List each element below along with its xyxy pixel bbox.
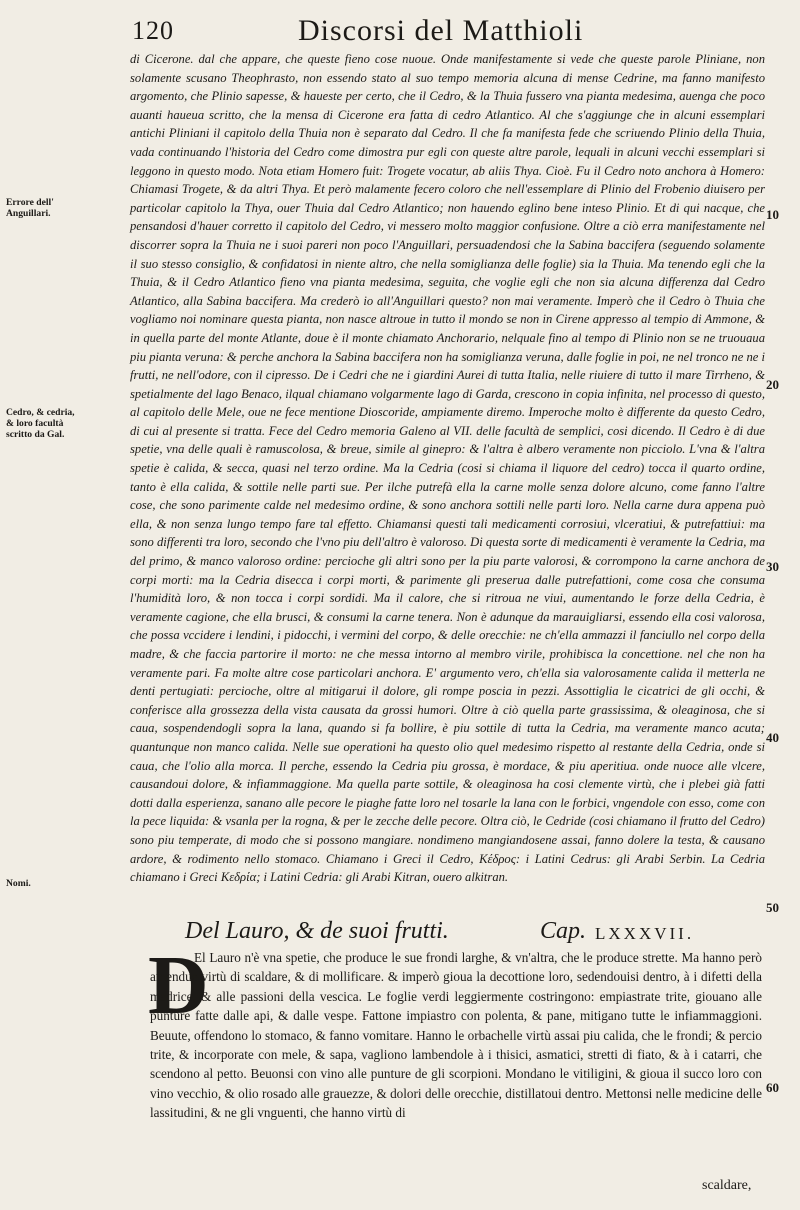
chapter-paragraph: El Lauro n'è vna spetie, che produce le sue frondi larghe, & vn'altra, che le produce strette. Ma hanno però amendue virtù di scaldare, & di mollificare. & imperò gioua la decottione loro, sedendouisi dentro, à i difetti della madrice, & alle passioni della vescica. Le foglie verdi leggiermente costringono: empiastrate trite, giouano alle punture fatte dalle api, & dalle vespe. Fattone impiastro con polenta, & pane, mitigano tutte le infiammaggioni. Beuute, offendono lo stomaco, & fanno vomitare. Hanno le orbachelle virtù assai piu calida, che le frondi; & percio trite, & incorporate con mele, & sapa, vagliono lambendole à i thisici, asmatici, stretti di fiato, & à i catarri, che scendono al petto. Beuonsi con vino alle punture de gli scorpioni. Mondano le vitiligini, & gioua il succo loro con vino vecchio, & olio rosado alle grauezze, & dolori delle orecchie, distillatoui dentro. Mettonsi nelle medicine delle lassitudini, & ne gli vnguenti, che hanno virtù di — [150, 950, 762, 1121]
line-number-40: 40 — [766, 730, 779, 745]
margin-note-nomi: Nomi. — [6, 878, 31, 889]
line-number-10: 10 — [766, 207, 779, 222]
commentary-paragraph: di Cicerone. dal che appare, che queste fieno cose nuoue. Onde manifestamente si vede che queste parole Pliniane, non solamente scusano Theophrasto, non essendo stato al suo tempo memoria alcuna di mense Cedrine, ma fanno manifesto argomento, che Plinio sapesse, & haueste per certo, che il Cedro, & la Thuia fussero vna pianta medesima, auenga che poco auanti haueua scritto, che la mensa di Cicerone era fatta di cedro Atlantico. Al che s'aggiunge che in alcuni essemplari antichi Pliniani il capitolo della Thuia non è separato dal Cedro. Il che fa manifesta fede che scriuendo Plinio della Thuia, vada continuando l'historia del Cedro come dimostra pur egli con queste altre parole, lequali in alcuni vecchi essemplari si leggono in questo modo. Nota etiam Homero fuit: Trogete vocatur, ab aliis Thya. Cioè. Fu il Cedro noto anchora à Homero: Chiamasi Trogete, & da altri Thya. Et però malamente fecero coloro che nell'essemplare di Plinio del Frobenio diuisero per particolar capitolo la Thya, ouer Thuia dal Cedro Atlantico; non hauendo eglino bene inteso Plinio. Et di qui nacque, che pensandosi d'hauer corretto il capitolo del Cedro, vi messero molto maggior confusione. Oltre a ciò erra manifestamente nel discorrer sopra la Thuia ne i suoi pareri non poco l'Anguillari, persuadendosi che la Sabina baccifera (seguendo solamente il suo stesso consiglio, & confidatosi in niente altro, che nella somiglianza delle foglie) sia la Thuia. Ma tenendo egli che la Thuia, & il Cedro Atlantico fieno vna pianta medesima, seguita, che voglie egli che non sia alcuna differenza dal Cedro Atlantico, alla Sabina baccifera. Ma crederò io all'Anguillari questo? non mai veramente. Imperò che il Cedro ò Thuia che vogliamo noi nominare questa pianta, non nasce altroue in tutto il mondo se non in Cirene appresso al tempio di Ammone, & in quella parte del monte Atlante, doue è il monte chiamato Anchorario, nelquale fino al tempo di Plinio non se ne truouaua piu pianta veruna: & perche anchora la Sabina baccifera non ha somiglianza veruna, dalle foglie in poi, ne nel tronco ne ne i frutti, ne nell'odore, con il cipresso. De i Cedri che ne i giardini Aurei di tutta Italia, nelle riuiere di tutto il mare Tirrheno, & spetialmente del lago Benaco, ilqual chiamano volgarmente lago di Garda, crescono in copia infinita, nel processo di questo, al capitolo delle Mele, oue ne fece mentione Dioscoride, ampiamente diremo. Imperoche molto è differente da questo Cedro, di cui al presente si tratta. Fece del Cedro memoria Galeno al VII. delle facultà de semplici, cosi dicendo. Il Cedro è di due spetie, vna delle quali è ramuscolosa, & breue, simile al ginepro: & l'altra è albero veramente non picciolo. L'vna & l'altra spetie è calida, & secca, quasi nel terzo ordine. Ma la Cedria (cosi si chiama il liquore del cedro) tocca il quarto ordine, tanto è ella calida, & sottile nelle parti sue. Per ilche putrefà ella la carne molle senza dolore alcuno, come fanno l'altre cose, che sono parimente calde nel medesimo ordine, & sono anchora sottili nelle parti loro. Nella carne dura appena può ella, & non senza lungo tempo fare tal effetto. Chiamansi questi tali medicamenti corrosiui, vlceratiui, & putrefattiui: ma sono differenti tra loro, secondo che l'vno piu dell'altro è valoroso. Di questa sorte di medicamenti è veramente la Cedria, ma del primo, & manco valoroso ordine: percioche gli altri sono per la piu parte valorosi, & corrompono la carne anchora de corpi morti: ma la Cedria disecca i corpi morti, & parimente gli preserua dalle putrefattioni, come cosa che consuma l'humidità loro, & non tocca i corpi sordidi. Ma il calore, che si ritroua ne viui, aumentando le forze della Cedria, è veramente cagione, che ella brusci, & consumi la carne tenera. Non è adunque da marauigliarsi, essendo ella cosi valorosa, che possa vccidere i lendini, i pidocchi, i vermini del corpo, & delle orecchie: ne ch'ella ammazzi il fanciullo nel corpo della madre, & che faccia partorire il morto: ne che messa intorno al membro virile, prohibisca la concettione. nel che non ha veramente pari. Fa molte altre cose particolari anchora. E' argumento vero, ch'ella sia valorosamente calida il metterla ne denti pertugiati: percioche, oltre al mitigarui il dolore, gli rompe poscia in pezzi. Assottiglia le cicatrici de gli occhi, & conferisce alla grossezza della vista causata da grossi humori. Oltre à ciò quella parte grassissima, & oleaginosa, che si caua, sospendendogli sopra la lana, quando si fa bollire, è piu sottile di tutta la Cedria, ma veramente manco acuta; quantunque non manco calida. Nelle sue operationi ha questo olio quel medesimo rispetto al restante della Cedria, onde si caua, che l'olio alla morca. Il perche, essendo la Cedria piu grossa, è mordace, & piu aperitiua. onde nuoce alle vlcere, causandoui dolore, & infiammaggione. Ma quella parte sottile, & oleaginosa ha cosi clemente virtù, che i plebei già fatti dotti dalla esperienza, sanano alle pecore le piaghe fatte loro nel tosarle la lana con le forbici, vngendole con esso, come con la pece liquida: & vsanla per la rogna, & per le zecche delle pecore. Oltra ciò, le Cedride (cosi chiamano il frutto del Cedro) sono piu temperate, di modo che si possono mangiare. nondimeno mangiandosene assai, fanno dolere la testa, & causano ardore, & rodimento nello stomaco. Chiamano i Greci il Cedro, Κέδρος: i Latini Cedrus: gli Arabi Serbin. La Cedria chiamano i Greci Κεδρία; i Latini Cedria: gli Arabi Kitran, ouero alkitran. — [130, 52, 765, 885]
page-header — [118, 14, 758, 48]
commentary-text — [130, 50, 765, 887]
chapter-number: LXXXVII. — [595, 924, 695, 943]
line-number-30: 30 — [766, 559, 779, 574]
line-number-60: 60 — [766, 1080, 779, 1095]
margin-note-errore: Errore dell' Anguillari. — [6, 197, 54, 219]
line-number-50: 50 — [766, 900, 779, 915]
page-number: 120 — [132, 16, 174, 45]
chapter-text — [148, 939, 762, 1123]
chapter-cap-label: Cap. — [540, 918, 587, 944]
running-head: Discorsi del Matthioli — [298, 14, 584, 47]
drop-cap-initial: D — [148, 939, 209, 1032]
margin-note-cedro: Cedro, & cedria, & loro facultà scritto da Gal. — [6, 407, 75, 440]
line-number-20: 20 — [766, 377, 779, 392]
chapter-title: Del Lauro, & de suoi frutti. — [185, 918, 449, 944]
catchword: scaldare, — [702, 1178, 752, 1193]
